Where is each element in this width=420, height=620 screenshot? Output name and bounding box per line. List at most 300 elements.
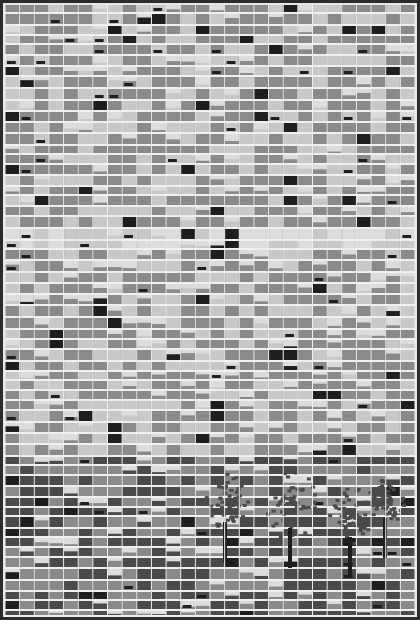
window-pane: [93, 538, 107, 546]
window-pane: [79, 187, 93, 194]
window-pane: [64, 423, 78, 432]
window-pane: [6, 36, 20, 43]
window-pane: [254, 112, 268, 121]
window-blind: [20, 196, 34, 202]
window-pane: [49, 340, 63, 348]
window-blind: [298, 5, 312, 10]
window-pane: [401, 457, 415, 464]
window-pane: [123, 423, 137, 432]
window-pane: [342, 14, 356, 24]
window-pane: [79, 362, 93, 370]
window-pane: [196, 165, 210, 174]
window-pane: [298, 250, 312, 259]
window-pane: [35, 411, 49, 421]
window-pane: [386, 134, 400, 144]
window-pane: [401, 123, 415, 132]
window-pane: [240, 89, 254, 99]
window-pane: [20, 611, 34, 615]
tree-reflection: [271, 525, 275, 528]
window-pane: [152, 548, 166, 556]
window-pane: [64, 26, 78, 34]
window-blind: [386, 273, 400, 276]
window-pane: [49, 176, 63, 185]
window-pane: [240, 529, 254, 536]
window-pane: [225, 112, 239, 121]
window-blind: [225, 466, 239, 470]
window-pane: [284, 165, 298, 174]
interior-object: [124, 235, 133, 238]
window-blind: [49, 36, 63, 39]
window-blind: [64, 67, 78, 71]
window-pane: [298, 56, 312, 65]
window-pane: [108, 217, 122, 227]
window-pane: [79, 601, 93, 609]
window-pane: [6, 592, 20, 599]
window-pane: [64, 112, 78, 121]
window-blind: [328, 476, 342, 479]
window-pane: [137, 381, 151, 389]
window-pane: [240, 155, 254, 163]
tree-reflection: [347, 499, 351, 502]
window-blind: [386, 318, 400, 325]
window-blind: [20, 101, 34, 108]
window-pane: [64, 498, 78, 506]
tree-reflection: [234, 476, 238, 479]
window-blind: [254, 466, 268, 470]
window-blind: [6, 569, 20, 572]
window-pane: [196, 445, 210, 455]
window-pane: [240, 445, 254, 455]
window-pane: [254, 487, 268, 496]
window-pane: [167, 229, 181, 239]
window-pane: [35, 548, 49, 556]
window-blind: [401, 176, 415, 180]
window-blind: [386, 350, 400, 354]
window-pane: [401, 569, 415, 579]
window-blind: [167, 241, 181, 246]
window-pane: [225, 250, 239, 259]
window-pane: [254, 423, 268, 432]
window-pane: [20, 89, 34, 99]
window-pane: [313, 592, 327, 599]
window-pane: [6, 306, 20, 316]
window-pane: [20, 123, 34, 132]
window-pane: [6, 112, 20, 121]
window-blind: [225, 176, 239, 179]
window-pane: [254, 611, 268, 615]
window-pane: [152, 241, 166, 248]
window-pane: [167, 67, 181, 75]
window-pane: [225, 295, 239, 304]
window-blind: [167, 56, 181, 61]
window-pane: [196, 466, 210, 474]
window-pane: [313, 67, 327, 75]
window-pane: [181, 134, 195, 144]
window-pane: [6, 581, 20, 590]
interior-object: [36, 61, 45, 64]
mullion: [210, 5, 211, 615]
window-blind: [357, 176, 371, 179]
window-pane: [35, 101, 49, 110]
window-pane: [93, 318, 107, 328]
window-pane: [181, 207, 195, 215]
window-pane: [357, 146, 371, 153]
window-pane: [79, 330, 93, 338]
window-pane: [372, 318, 386, 328]
window-pane: [313, 350, 327, 360]
window-pane: [357, 241, 371, 248]
window-pane: [20, 207, 34, 215]
window-pane: [137, 229, 151, 239]
window-pane: [298, 112, 312, 121]
window-pane: [93, 411, 107, 421]
window-blind: [167, 558, 181, 561]
tree-reflection: [218, 497, 222, 500]
window-pane: [313, 476, 327, 485]
window-pane: [49, 146, 63, 153]
window-pane: [211, 284, 225, 293]
window-pane: [342, 445, 356, 455]
window-pane: [284, 569, 298, 579]
window-pane: [386, 112, 400, 121]
tree-reflection: [223, 492, 227, 495]
window-blind: [211, 548, 225, 553]
window-pane: [123, 487, 137, 496]
window-pane: [240, 548, 254, 556]
window-pane: [313, 155, 327, 163]
window-pane: [225, 241, 239, 248]
window-pane: [6, 89, 20, 99]
window-pane: [313, 581, 327, 590]
window-pane: [167, 362, 181, 370]
window-pane: [167, 401, 181, 409]
window-pane: [254, 67, 268, 75]
tree-reflection: [220, 506, 224, 509]
window-pane: [386, 457, 400, 464]
window-pane: [357, 306, 371, 316]
window-blind: [269, 261, 283, 268]
window-pane: [386, 67, 400, 75]
window-pane: [181, 508, 195, 515]
window-pane: [123, 187, 137, 194]
window-pane: [240, 77, 254, 87]
window-pane: [313, 26, 327, 34]
window-blind: [211, 381, 225, 387]
window-pane: [35, 601, 49, 609]
window-pane: [196, 36, 210, 43]
window-pane: [167, 592, 181, 599]
window-pane: [196, 381, 210, 389]
tree-reflection: [379, 522, 383, 525]
window-pane: [372, 229, 386, 239]
window-blind: [20, 372, 34, 378]
window-blind: [137, 250, 151, 255]
window-pane: [49, 529, 63, 536]
window-pane: [254, 5, 268, 12]
window-pane: [401, 381, 415, 389]
window-pane: [108, 517, 122, 527]
window-pane: [269, 187, 283, 194]
interior-object: [22, 170, 31, 173]
window-blind: [93, 187, 107, 191]
window-pane: [269, 134, 283, 144]
window-blind: [49, 434, 63, 440]
window-pane: [284, 517, 298, 527]
window-pane: [137, 45, 151, 54]
window-pane: [196, 14, 210, 24]
tree-reflection: [290, 501, 294, 504]
window-pane: [196, 187, 210, 194]
window-pane: [240, 381, 254, 389]
window-pane: [298, 569, 312, 579]
window-pane: [20, 538, 34, 546]
window-pane: [313, 538, 327, 546]
window-pane: [298, 340, 312, 348]
interior-object: [7, 244, 16, 247]
interior-object: [227, 128, 236, 131]
window-pane: [328, 26, 342, 34]
window-pane: [313, 295, 327, 304]
window-pane: [64, 146, 78, 153]
window-pane: [93, 123, 107, 132]
interior-object: [344, 170, 353, 173]
window-pane: [401, 391, 415, 399]
window-pane: [167, 207, 181, 215]
window-pane: [357, 601, 371, 609]
window-pane: [401, 434, 415, 443]
window-pane: [196, 45, 210, 54]
window-pane: [386, 36, 400, 43]
window-pane: [211, 36, 225, 43]
window-pane: [49, 229, 63, 239]
interior-object: [315, 278, 324, 281]
window-pane: [254, 165, 268, 174]
window-pane: [181, 538, 195, 546]
window-pane: [123, 498, 137, 506]
window-pane: [152, 26, 166, 34]
window-pane: [269, 146, 283, 153]
window-pane: [108, 56, 122, 65]
window-pane: [181, 391, 195, 399]
window-pane: [328, 229, 342, 239]
window-pane: [137, 165, 151, 174]
window-pane: [123, 538, 137, 546]
window-pane: [372, 350, 386, 360]
window-pane: [152, 295, 166, 304]
window-pane: [20, 45, 34, 54]
window-pane: [298, 611, 312, 615]
window-pane: [181, 45, 195, 54]
window-pane: [137, 89, 151, 99]
window-pane: [357, 36, 371, 43]
window-blind: [64, 538, 78, 544]
window-blind: [313, 445, 327, 451]
window-blind: [49, 401, 63, 405]
window-pane: [64, 229, 78, 239]
window-pane: [225, 558, 239, 567]
window-blind: [211, 261, 225, 266]
window-pane: [108, 187, 122, 194]
window-pane: [35, 508, 49, 515]
window-blind: [284, 476, 298, 483]
window-pane: [254, 261, 268, 271]
window-pane: [372, 423, 386, 432]
window-pane: [225, 261, 239, 271]
window-pane: [79, 229, 93, 239]
window-pane: [152, 89, 166, 99]
window-pane: [254, 411, 268, 421]
tree-reflection: [228, 494, 232, 497]
interior-object: [139, 511, 148, 514]
window-pane: [298, 350, 312, 360]
window-pane: [240, 217, 254, 227]
window-pane: [284, 284, 298, 293]
window-pane: [49, 5, 63, 12]
window-pane: [79, 476, 93, 485]
mullion: [400, 5, 401, 615]
window-pane: [401, 77, 415, 87]
tree-reflection: [349, 511, 353, 514]
window-pane: [64, 476, 78, 485]
window-blind: [93, 67, 107, 71]
window-blind: [64, 487, 78, 493]
mullion: [371, 5, 372, 615]
window-pane: [298, 538, 312, 546]
window-blind: [108, 529, 122, 534]
window-pane: [167, 411, 181, 421]
window-pane: [313, 466, 327, 474]
window-pane: [225, 318, 239, 328]
window-pane: [240, 176, 254, 185]
window-pane: [93, 273, 107, 282]
window-pane: [20, 350, 34, 360]
window-pane: [79, 134, 93, 144]
window-pane: [93, 391, 107, 399]
window-pane: [372, 558, 386, 567]
window-pane: [342, 229, 356, 239]
window-pane: [240, 611, 254, 615]
window-pane: [49, 134, 63, 144]
window-pane: [328, 123, 342, 132]
window-pane: [152, 306, 166, 316]
window-pane: [181, 340, 195, 348]
window-pane: [137, 77, 151, 87]
window-pane: [49, 45, 63, 54]
window-pane: [284, 273, 298, 282]
window-pane: [137, 592, 151, 599]
interior-object: [197, 595, 206, 598]
window-blind: [401, 112, 415, 116]
window-pane: [328, 250, 342, 259]
window-pane: [211, 592, 225, 599]
window-pane: [328, 134, 342, 144]
window-pane: [49, 67, 63, 75]
window-pane: [196, 112, 210, 121]
window-pane: [6, 466, 20, 474]
window-pane: [372, 466, 386, 474]
window-pane: [386, 411, 400, 421]
window-pane: [386, 611, 400, 615]
window-pane: [328, 284, 342, 293]
window-blind: [386, 306, 400, 311]
window-pane: [137, 601, 151, 609]
window-pane: [401, 548, 415, 556]
tree-reflection: [335, 499, 339, 502]
window-blind: [49, 155, 63, 160]
window-pane: [167, 381, 181, 389]
window-blind: [152, 611, 166, 614]
window-pane: [357, 207, 371, 215]
window-blind: [35, 372, 49, 376]
interior-object: [227, 61, 236, 64]
window-pane: [342, 56, 356, 65]
window-pane: [152, 517, 166, 527]
window-pane: [269, 123, 283, 132]
window-pane: [108, 165, 122, 174]
window-pane: [225, 434, 239, 443]
window-pane: [35, 391, 49, 399]
interior-object: [344, 71, 353, 74]
window-blind: [284, 340, 298, 346]
window-pane: [240, 14, 254, 24]
window-pane: [123, 401, 137, 409]
window-pane: [211, 558, 225, 567]
window-pane: [342, 187, 356, 194]
window-blind: [93, 56, 107, 63]
tree-reflection: [367, 528, 371, 531]
window-blind: [298, 445, 312, 452]
window-pane: [401, 401, 415, 409]
window-pane: [108, 476, 122, 485]
window-pane: [196, 457, 210, 464]
window-pane: [137, 207, 151, 215]
window-pane: [240, 581, 254, 590]
window-pane: [211, 318, 225, 328]
tree-reflection: [392, 514, 396, 517]
window-pane: [401, 466, 415, 474]
window-blind: [328, 350, 342, 357]
window-pane: [35, 146, 49, 153]
window-blind: [49, 538, 63, 543]
window-pane: [137, 411, 151, 421]
window-pane: [328, 445, 342, 455]
window-pane: [79, 176, 93, 185]
window-blind: [79, 295, 93, 301]
window-pane: [137, 273, 151, 282]
window-pane: [181, 165, 195, 174]
window-blind: [152, 229, 166, 236]
window-pane: [225, 411, 239, 421]
window-pane: [49, 196, 63, 205]
window-pane: [313, 517, 327, 527]
window-pane: [401, 476, 415, 485]
window-pane: [152, 330, 166, 338]
window-pane: [225, 529, 239, 536]
window-blind: [372, 155, 386, 160]
window-pane: [401, 284, 415, 293]
window-pane: [254, 508, 268, 515]
window-pane: [6, 176, 20, 185]
window-pane: [328, 14, 342, 24]
window-pane: [196, 330, 210, 338]
window-blind: [313, 217, 327, 222]
window-blind: [93, 261, 107, 267]
window-pane: [372, 207, 386, 215]
tree-reflection: [230, 502, 234, 505]
window-pane: [240, 123, 254, 132]
window-blind: [167, 538, 181, 544]
window-pane: [254, 529, 268, 536]
